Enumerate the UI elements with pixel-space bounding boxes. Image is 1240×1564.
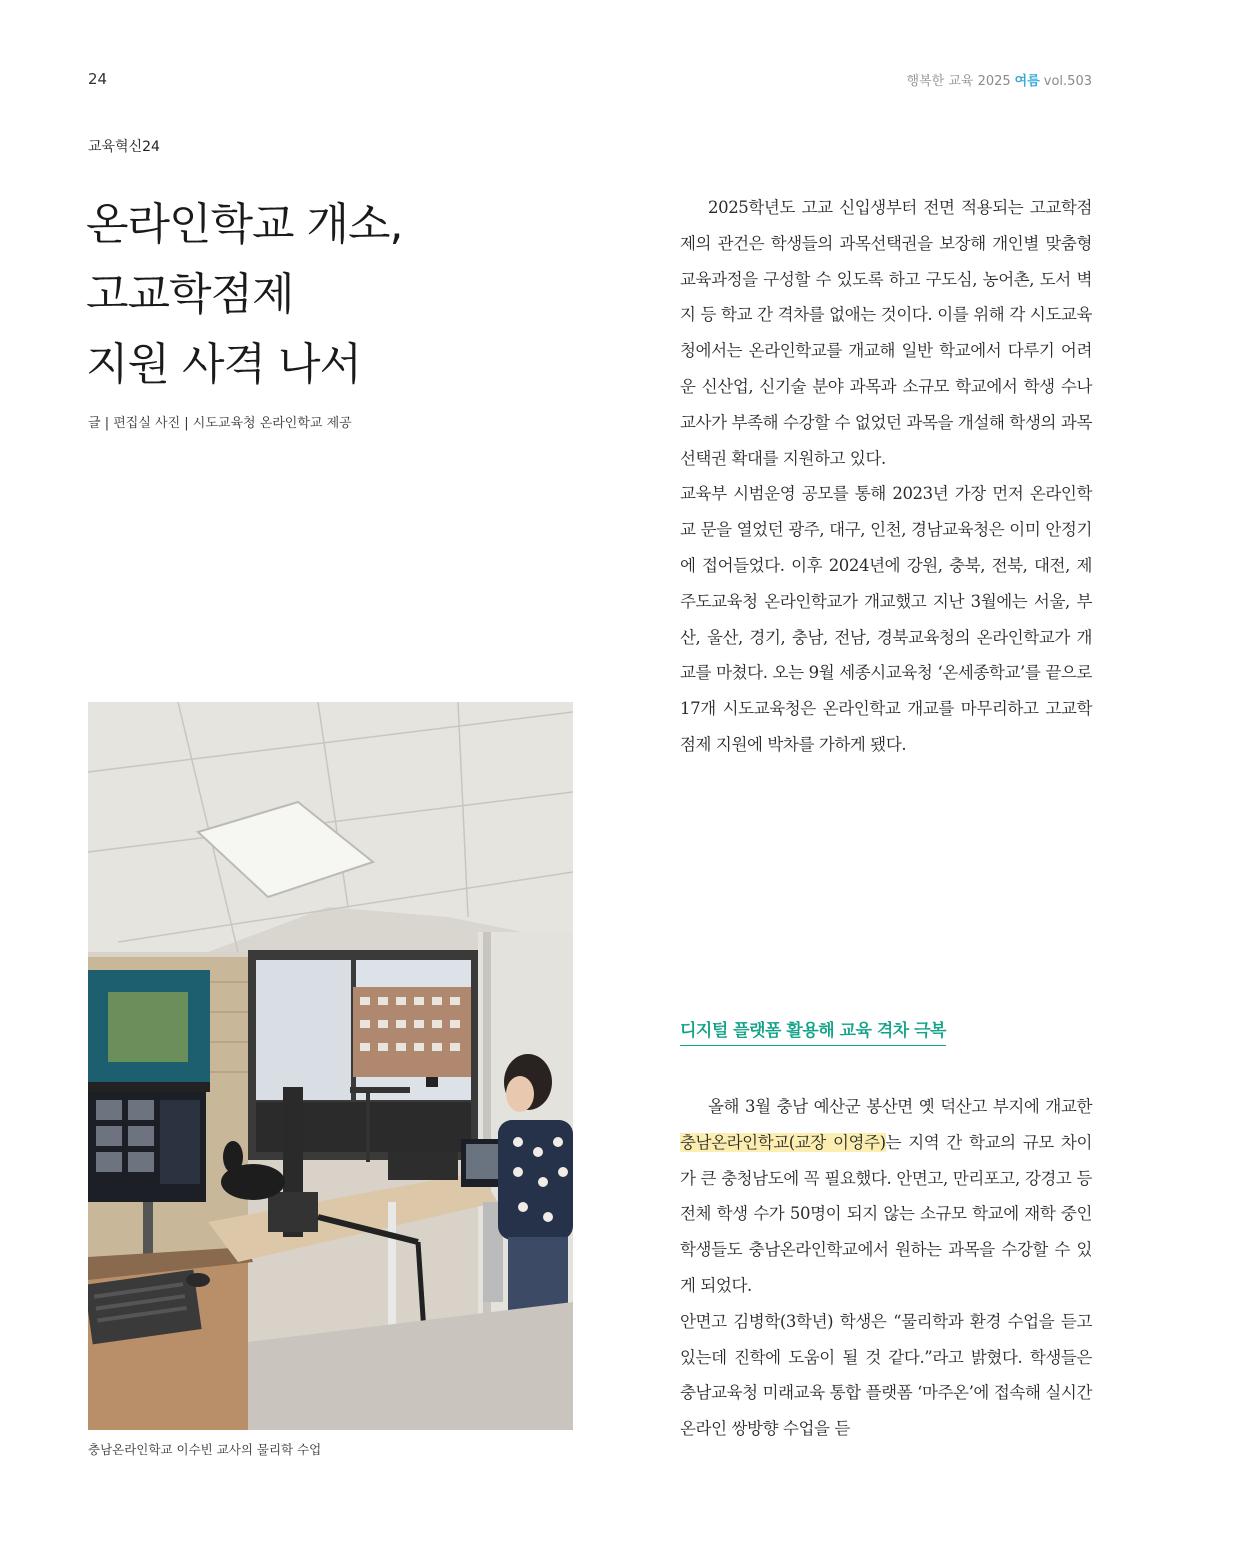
section2-p1-after: 는 지역 간 학교의 규모 차이가 큰 충청남도에 꼭 필요했다. 안면고, 만리포고, 강경고 등 전체 학생 수가 50명이 되지 않는 소규모 학교에 재학 중인 학생들도 충남온라인학교에서 원하는 과목을 수강할 수 있게 되었다.	[680, 1132, 1093, 1295]
school-name-highlight: 충남온라인학교(교장 이영주)	[680, 1132, 886, 1152]
title-line-3: 지원 사격 나서	[86, 339, 361, 390]
section2-paragraph-2: 안면고 김병학(3학년) 학생은 “물리학과 환경 수업을 듣고 있는데 진학에 도움이 될 것 같다.”라고 밝혔다. 학생들은 충남교육청 미래교육 통합 플랫폼 ‘마주온’에 접속해 실시간 온라인 쌍방향 수업을 듣	[680, 1311, 1092, 1439]
subheading: 디지털 플랫폼 활용해 교육 격차 극복	[680, 1016, 946, 1046]
section2-paragraph-1	[680, 1089, 1092, 1304]
photo-caption: 충남온라인학교 이수빈 교사의 물리학 수업	[88, 1442, 322, 1457]
section2-text	[680, 1089, 1092, 1447]
page-number: 24	[88, 70, 108, 88]
masthead	[907, 70, 1092, 89]
season-label: 여름	[1014, 74, 1040, 89]
byline: 글 | 편집실 사진 | 시도교육청 온라인학교 제공	[88, 416, 352, 431]
magazine-title: 행복한 교육 2025	[906, 74, 1011, 89]
intro-paragraph-2: 교육부 시범운영 공모를 통해 2023년 가장 먼저 온라인학교 문을 열었던 광주, 대구, 인천, 경남교육청은 이미 안정기에 접어들었다. 이후 2024년에 강원, 충북, 전북, 대전, 제주도교육청 온라인학교가 개교했고 지난 3월에는 서울, 부산, 울산, 경기, 충남, 전남, 경북교육청의 온라인학교가 개교를 마쳤다. 오는 9월 세종시교육청 ‘온세종학교’를 끝으로 17개 시도교육청은 온라인학교 개교를 마무리하고 고교학점제 지원에 박차를 가하게 됐다.	[680, 484, 1092, 754]
classroom-illustration	[88, 702, 573, 1430]
title-line-1: 온라인학교 개소,	[86, 199, 403, 250]
intro-text	[680, 190, 1092, 763]
classroom-photo	[88, 702, 573, 1430]
title-line-2: 고교학점제	[86, 269, 294, 320]
section-label: 교육혁신24	[88, 139, 160, 155]
intro-paragraph-1: 2025학년도 고교 신입생부터 전면 적용되는 고교학점제의 관건은 학생들의 과목선택권을 보장해 개인별 맞춤형 교육과정을 구성할 수 있도록 하고 구도심, 농어촌, 도서 벽지 등 학교 간 격차를 없애는 것이다. 이를 위해 각 시도교육청에서는 온라인학교를 개교해 일반 학교에서 다루기 어려운 신산업, 신기술 분야 과목과 소규모 학교에서 학생 수나 교사가 부족해 수강할 수 없었던 과목을 개설해 학생의 과목선택권 확대를 지원하고 있다.	[680, 198, 1092, 468]
volume-label: vol.503	[1043, 74, 1092, 89]
article-title	[86, 190, 606, 400]
section2-p1-before: 올해 3월 충남 예산군 봉산면 옛 덕산고 부지에 개교한	[708, 1097, 1092, 1116]
